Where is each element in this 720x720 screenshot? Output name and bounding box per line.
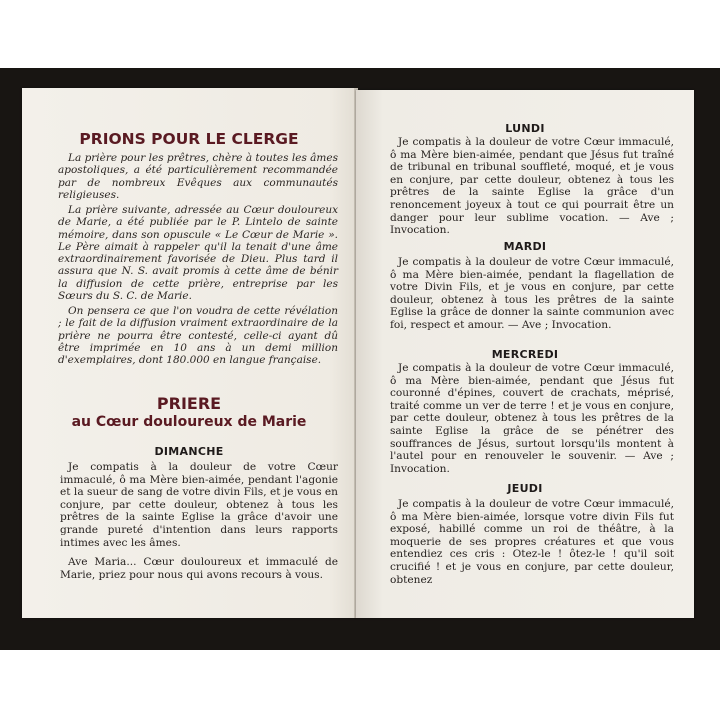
ave-invocation: Ave Maria... Cœur douloureux et immaculé de Marie, priez pour nous qui avons recours à vous. bbox=[60, 556, 338, 581]
right-page bbox=[356, 90, 694, 618]
lundi-heading: LUNDI bbox=[505, 122, 545, 135]
jeudi-prayer: Je compatis à la douleur de votre Cœur immaculé, ô ma Mère bien-aimée, lorsque votre divin Fils fut exposé, habillé comme un roi de théâtre, à la moquerie de ses propres créatures et que vous entendiez ces cris : Otez-le ! ôtez-le ! qu'il soit crucifié ! et je vous en conjure, par cette douleur, obtenez bbox=[390, 498, 674, 586]
mardi-prayer: Je compatis à la douleur de votre Cœur immaculé, ô ma Mère bien-aimée, pendant la flagellation de votre Divin Fils, et je vous en conjure, par cette douleur, obtenez à tous les prêtres de la sainte Eglise la grâce de donner la sainte communion avec foi, respect et amour. — Ave ; Invocation. bbox=[390, 256, 674, 331]
left-page bbox=[22, 88, 356, 618]
mercredi-heading: MERCREDI bbox=[491, 348, 559, 361]
priere-subtitle: au Cœur douloureux de Marie bbox=[71, 414, 307, 430]
intro-paragraph-1: La prière pour les prêtres, chère à toutes les âmes apostoliques, a été particulièrement recommandée par de nombreux Evêques aux communautés religieuses. bbox=[58, 152, 338, 201]
jeudi-heading: JEUDI bbox=[507, 482, 543, 495]
dimanche-prayer: Je compatis à la douleur de votre Cœur immaculé, ô ma Mère bien-aimée, pendant l'agonie et la sueur de sang de votre divin Fils, et je vous en conjure, par cette douleur, obtenez à tous les prêtres de la sainte Eglise la grâce d'avoir une grande pureté d'intention dans leurs rapports intimes avec les âmes. bbox=[60, 461, 338, 549]
intro-paragraph-3: On pensera ce que l'on voudra de cette révélation ; le fait de la diffusion vraiment extraordinaire de la prière ne pourra être contesté, celle-ci ayant dû être imprimée en 10 ans à un demi million d'exemplaires, dont 180.000 en langue française. bbox=[58, 305, 338, 367]
mercredi-prayer: Je compatis à la douleur de votre Cœur immaculé, ô ma Mère bien-aimée, pendant que Jésus fut couronné d'épines, couvert de crachats, méprisé, traité comme un ver de terre ! et je vous en conjure, par cette douleur, obtenez à tous les prêtres de la sainte Eglise la grâce de se pénétrer des souffrances de Jésus, surtout lorsqu'ils montent à l'autel pour en renouveler le souvenir. — Ave ; Invocation. bbox=[390, 362, 674, 475]
page-heading: PRIONS POUR LE CLERGE bbox=[79, 130, 299, 148]
mardi-heading: MARDI bbox=[503, 240, 547, 253]
priere-title: PRIERE bbox=[156, 394, 222, 413]
dimanche-heading: DIMANCHE bbox=[154, 445, 224, 458]
intro-paragraph-2: La prière suivante, adressée au Cœur douloureux de Marie, a été publiée par le P. Lintelo de sainte mémoire, dans son opuscule « Le Cœur de Marie ». Le Père aimait à rappeler qu'il la tenait d'une âme extraordinairement favorisée de Dieu. Plus tard il assura que N. S. avait promis à cette âme de bénir la diffusion de cette prière, entreprise par les Sœurs du S. C. de Marie. bbox=[58, 204, 338, 303]
lundi-prayer: Je compatis à la douleur de votre Cœur immaculé, ô ma Mère bien-aimée, pendant que Jésus fut traîné de tribunal en tribunal souffleté, moqué, et je vous en conjure, par cette douleur, obtenez à tous les prêtres de la sainte Eglise la grâce d'un renoncement joyeux à tout ce qui pourrait être un danger pour leur sublime vocation. — Ave ; Invocation. bbox=[390, 136, 674, 237]
